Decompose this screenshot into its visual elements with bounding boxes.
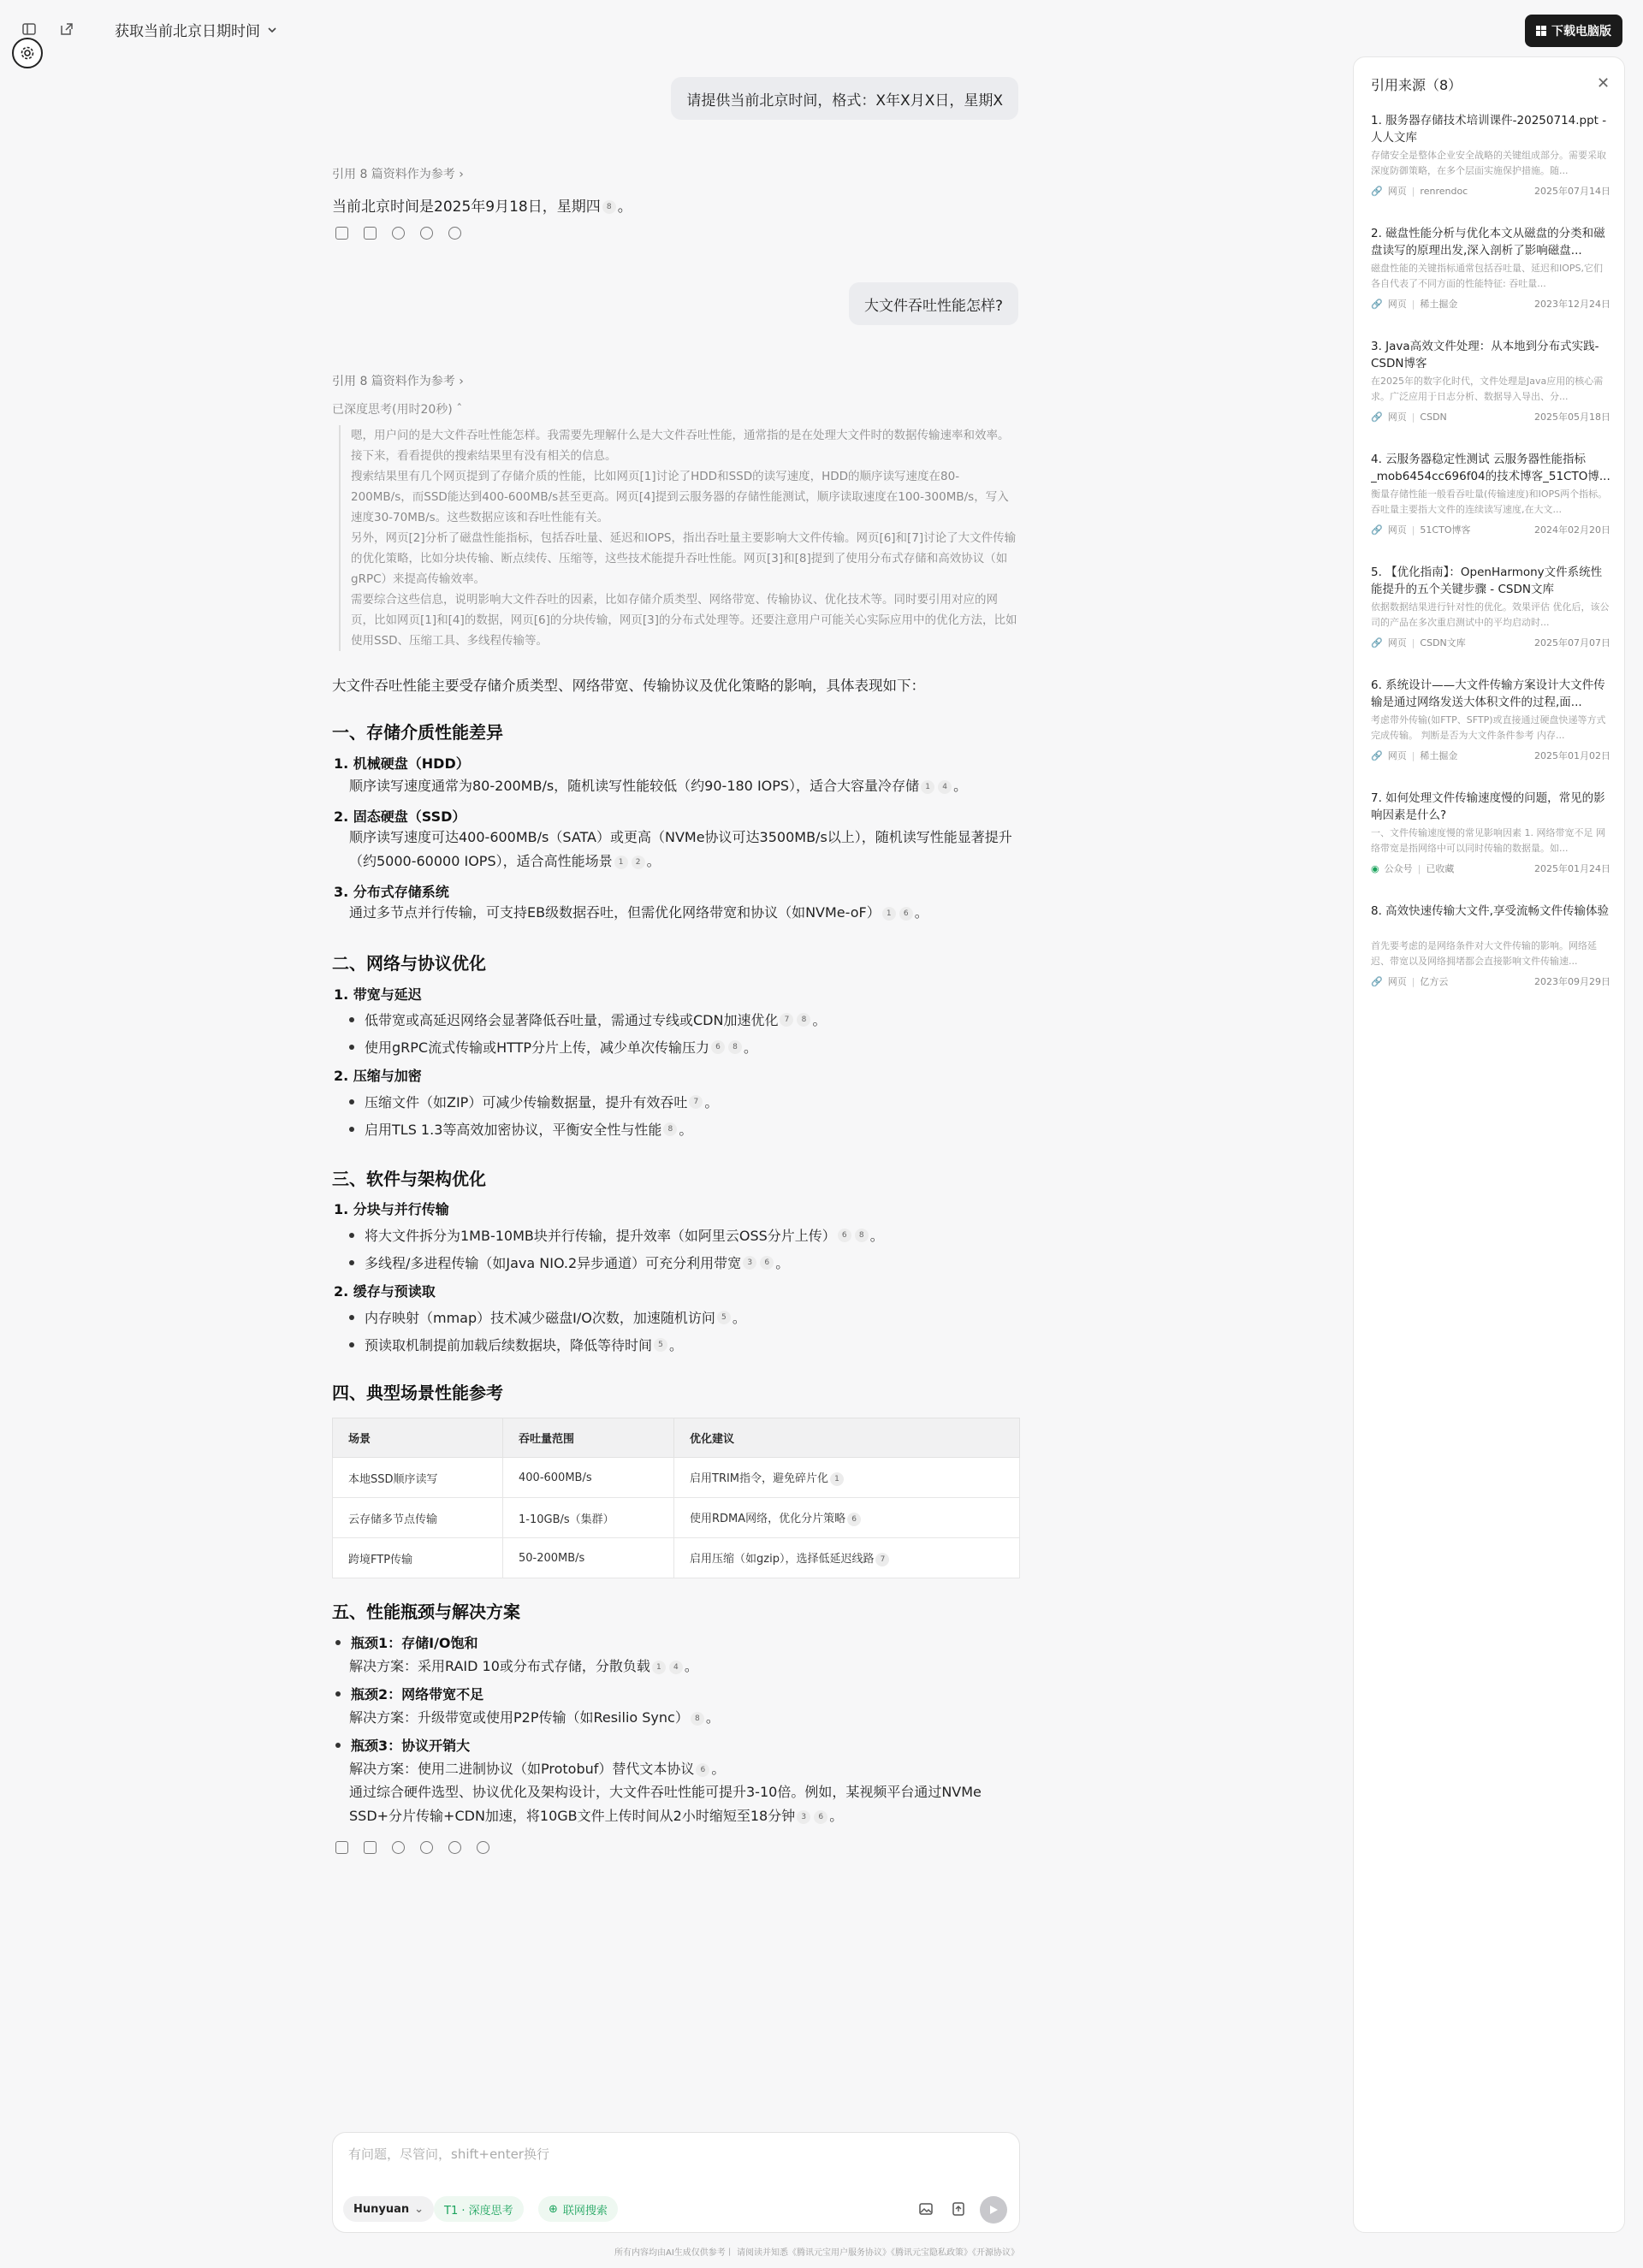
answer-punct: 。	[617, 198, 632, 216]
user-message-text: 请提供当前北京时间，格式：X年X月X日，星期X	[686, 92, 1003, 110]
table-row	[333, 1538, 1020, 1578]
sources-panel	[1353, 56, 1625, 2233]
source-snippet: 首先要考虑的是网络条件对大文件传输的影响。网络延迟、带宽以及网络拥堵都会直接影响文件传输速...	[1371, 940, 1597, 967]
performance-table	[332, 1418, 1020, 1578]
message-actions	[335, 1841, 489, 1854]
citation-badge[interactable]: 8	[602, 200, 616, 214]
footer-disclaimer: 所有内容均由AI生成仅供参考丨 请阅读并知悉《腾讯元宝用户服务协议》《腾讯元宝隐私政策》《开源协议》	[614, 2248, 1019, 2258]
citation-badge[interactable]: 1	[652, 1661, 666, 1674]
bookmark-icon[interactable]	[364, 1841, 377, 1854]
thinking-content	[339, 425, 1020, 651]
settings-gear-button[interactable]	[12, 38, 43, 68]
table-cell: 启用压缩（如gzip），选择低延迟线路 7	[674, 1538, 1020, 1578]
source-meta: 🔗 网页 | 稀土掘金 2025年01月02日	[1371, 749, 1610, 761]
section-heading: 五、性能瓶颈与解决方案	[332, 1602, 520, 1622]
globe-icon: ⊕	[549, 2202, 558, 2216]
source-title: 8. 高效快速传输大文件,享受流畅文件传输体验	[1371, 904, 1609, 918]
download-label: 下载电脑版	[1551, 25, 1611, 38]
table-cell: 本地SSD顺序读写	[333, 1458, 503, 1498]
answer-intro: 大文件吞吐性能主要受存储介质类型、网络带宽、传输协议及优化策略的影响，具体表现如下：	[332, 678, 925, 694]
send-button[interactable]	[980, 2196, 1007, 2224]
table-cell: 跨境FTP传输	[333, 1538, 503, 1578]
citation-badge[interactable]: 5	[654, 1338, 667, 1352]
share-icon[interactable]	[448, 227, 461, 240]
source-snippet: 磁盘性能的关键指标通常包括吞吐量、延迟和IOPS,它们各自代表了不同方面的性能特征: 吞吐量...	[1371, 263, 1604, 289]
citation-badge[interactable]: 1	[830, 1472, 844, 1486]
citation-badge[interactable]: 8	[663, 1122, 677, 1136]
chevron-right-icon: ›	[459, 168, 464, 181]
send-icon	[988, 2204, 999, 2216]
source-snippet: 衡量存储性能一般看吞吐量(传输速度)和IOPS两个指标。吞吐量主要指大文件的连续读写速度,在大文...	[1371, 489, 1608, 515]
new-chat-icon[interactable]	[55, 17, 79, 41]
model-selector[interactable]	[343, 2196, 434, 2222]
source-item[interactable]	[1371, 225, 1610, 311]
citation-badge[interactable]: 7	[875, 1553, 889, 1566]
file-upload-icon[interactable]	[951, 2201, 966, 2220]
subsection-heading: 2. 固态硬盘（SSD）	[334, 808, 466, 825]
list-item: 启用TLS 1.3等高效加密协议，平衡安全性与性能 8 。	[349, 1119, 692, 1139]
source-snippet: 存储安全是整体企业安全战略的关键组成部分。需要采取深度防御策略，在多个层面实施保护措施。随...	[1371, 150, 1606, 176]
citation-badge[interactable]: 5	[717, 1311, 731, 1324]
subsection-heading: 3. 分布式存储系统	[334, 884, 449, 900]
message-actions	[335, 227, 461, 240]
deep-think-label: T1 · 深度思考	[444, 2204, 513, 2218]
source-title: 1. 服务器存储技术培训课件-20250714.ppt - 人人文库	[1371, 114, 1607, 145]
reference-count-link[interactable]	[332, 165, 464, 182]
list-item: 使用gRPC流式传输或HTTP分片上传，减少单次传输压力 6 8 。	[349, 1037, 757, 1057]
citation-badge[interactable]: 8	[797, 1013, 810, 1027]
source-item[interactable]	[1371, 790, 1610, 875]
conclusion-paragraph: 通过综合硬件选型、协议优化及架构设计，大文件吞吐性能可提升3-10倍。例如，某视频平台通过NVMe SSD+分片传输+CDN加速，将10GB文件上传时间从2小时缩短至18分钟 3 6 。	[349, 1784, 982, 1824]
source-title: 5. 【优化指南】：OpenHarmony文件系统性能提升的五个关键步骤 - CSDN文库	[1371, 566, 1603, 596]
citation-badge[interactable]: 1	[614, 856, 628, 869]
link-icon: 🔗	[1371, 411, 1383, 423]
thumbs-down-icon[interactable]	[420, 1841, 433, 1854]
citation-badge[interactable]: 6	[838, 1229, 851, 1242]
citation-badge[interactable]: 6	[899, 907, 913, 921]
gear-icon	[20, 45, 35, 61]
paragraph: 通过多节点并行传输，可支持EB级数据吞吐，但需优化网络带宽和协议（如NVMe-oF） 1 6 。	[349, 904, 928, 921]
source-title: 7. 如何处理文件传输速度慢的问题，常见的影响因素是什么?	[1371, 791, 1605, 822]
link-icon: 🔗	[1371, 298, 1383, 310]
windows-icon	[1536, 26, 1546, 36]
source-meta: 🔗 网页 | CSDN 2025年05月18日	[1371, 411, 1610, 423]
section-heading: 一、存储介质性能差异	[332, 722, 503, 743]
source-item[interactable]	[1371, 903, 1610, 988]
source-title: 6. 系统设计——大文件传输方案设计大文件传输是通过网络发送大体积文件的过程,面...	[1371, 678, 1605, 709]
image-upload-icon[interactable]	[918, 2201, 934, 2220]
citation-badge[interactable]: 3	[797, 1810, 810, 1824]
citation-badge[interactable]: 8	[855, 1229, 869, 1242]
column-header: 优化建议	[674, 1418, 1020, 1458]
column-header: 场景	[333, 1418, 503, 1458]
thinking-toggle[interactable]	[332, 400, 462, 417]
source-title: 2. 磁盘性能分析与优化本文从磁盘的分类和磁盘读写的原理出发,深入剖析了影响磁盘...	[1371, 227, 1605, 258]
thinking-paragraph: 搜索结果里有几个网页提到了存储介质的性能，比如网页[1]讨论了HDD和SSD的读写速度，HDD的顺序读写速度在80-200MB/s，而SSD能达到400-600MB/s甚至更高。网页[4]提到云服务器的存储性能测试，顺序读取速度在100-300MB/s，写入速度30-70MB/s。这些数据应该和吞吐性能有关。	[351, 470, 1009, 524]
chevron-up-icon: ˆ	[456, 403, 463, 417]
list-item: 预读取机制提前加载后续数据块，降低等待时间 5 。	[349, 1335, 683, 1354]
paragraph: 解决方案：采用RAID 10或分布式存储，分散负载 1 4 。	[349, 1658, 698, 1674]
share-icon[interactable]	[477, 1841, 489, 1854]
subsection-heading: 2. 压缩与加密	[334, 1068, 422, 1084]
table-cell: 1-10GB/s（集群）	[503, 1498, 674, 1538]
citation-badge[interactable]: 3	[743, 1256, 756, 1270]
subsection-heading: 1. 带宽与延迟	[334, 986, 422, 1003]
source-snippet: 在2025年的数字化时代，文件处理是Java应用的核心需求。广泛应用于日志分析、数据导入导出、分...	[1371, 376, 1604, 402]
citation-badge[interactable]: 8	[691, 1712, 704, 1726]
table-row	[333, 1458, 1020, 1498]
citation-badge[interactable]: 6	[814, 1810, 827, 1824]
copy-icon[interactable]	[335, 227, 348, 240]
copy-icon[interactable]	[335, 1841, 348, 1854]
citation-badge[interactable]: 7	[780, 1013, 793, 1027]
thinking-paragraph: 需要综合这些信息，说明影响大文件吞吐的因素，比如存储介质类型、网络带宽、传输协议、优化技术等。同时要引用对应的网页，比如网页[1]和[4]的数据，网页[6]的分块传输，网页[3]的分布式处理等。还要注意用户可能关心实际应用中的优化方法，比如使用SSD、压缩工具、多线程传输等。	[351, 593, 1017, 648]
link-icon: 🔗	[1371, 524, 1383, 536]
thumbs-up-icon[interactable]	[392, 227, 405, 240]
source-item[interactable]	[1371, 338, 1610, 423]
user-message	[849, 282, 1018, 325]
table-cell: 使用RDMA网络，优化分片策略 6	[674, 1498, 1020, 1538]
list-item-title: 瓶颈3：协议开销大	[335, 1735, 470, 1755]
subsection-heading: 2. 缓存与预读取	[334, 1283, 436, 1300]
thinking-paragraph: 另外，网页[2]分析了磁盘性能指标，包括吞吐量、延迟和IOPS，指出吞吐量主要影响大文件传输。网页[6]和[7]讨论了大文件传输的优化策略，比如分块传输、断点续传、压缩等，这些技术能提升吞吐性能。网页[3]和[8]提到了使用分布式存储和高效协议（如gRPC）来提高传输效率。	[351, 531, 1017, 586]
link-icon: 🔗	[1371, 185, 1383, 197]
assistant-answer	[332, 194, 632, 216]
regenerate-icon[interactable]	[448, 1841, 461, 1854]
thinking-paragraph: 嗯，用户问的是大文件吞吐性能怎样。我需要先理解什么是大文件吞吐性能，通常指的是在处理大文件时的数据传输速率和效率。接下来，看看提供的搜索结果里有没有相关的信息。	[351, 429, 1010, 463]
reference-count-link[interactable]	[332, 372, 464, 389]
source-item[interactable]	[1371, 112, 1610, 198]
source-meta: 🔗 网页 | 稀土掘金 2023年12月24日	[1371, 298, 1610, 310]
citation-badge[interactable]: 6	[760, 1256, 774, 1270]
section-heading: 四、典型场景性能参考	[332, 1383, 503, 1403]
citation-badge[interactable]: 1	[921, 780, 934, 794]
chat-input-box	[332, 2132, 1020, 2233]
citation-badge[interactable]: 6	[847, 1513, 861, 1526]
web-search-toggle[interactable]	[538, 2196, 618, 2222]
list-item: 多线程/多进程传输（如Java NIO.2异步通道）可充分利用带宽 3 6 。	[349, 1252, 789, 1272]
column-header: 吞吐量范围	[503, 1418, 674, 1458]
list-item-title: 瓶颈1：存储I/O饱和	[335, 1632, 478, 1652]
paragraph: 顺序读写速度可达400-600MB/s（SATA）或更高（NVMe协议可达3500MB/s以上），随机读写性能显著提升 （约5000-60000 IOPS），适合高性能场景 1 2 。	[349, 829, 1012, 869]
conversation-title: 获取当前北京日期时间	[115, 23, 260, 40]
bookmark-icon[interactable]	[364, 227, 377, 240]
model-label: Hunyuan	[353, 2202, 410, 2216]
close-icon[interactable]: ✕	[1597, 74, 1610, 92]
list-item: 低带宽或高延迟网络会显著降低吞吐量，需通过专线或CDN加速优化 7 8 。	[349, 1010, 826, 1029]
section-heading: 三、软件与架构优化	[332, 1169, 486, 1189]
download-desktop-button[interactable]	[1525, 15, 1622, 47]
conversation-title-dropdown[interactable]	[115, 19, 277, 40]
table-cell: 启用TRIM指令，避免碎片化 1	[674, 1458, 1020, 1498]
source-snippet: 考虑带外传输(如FTP、SFTP)或直接通过硬盘快递等方式完成传输。 判断是否为大文件条件参考 内存...	[1371, 714, 1606, 741]
source-meta: 🔗 网页 | CSDN文库 2025年07月07日	[1371, 637, 1610, 648]
link-icon: 🔗	[1371, 637, 1383, 648]
chevron-down-icon	[267, 25, 277, 35]
paragraph: 顺序读写速度通常为80-200MB/s，随机读写性能较低（约90-180 IOPS），适合大容量冷存储 1 4 。	[349, 778, 968, 794]
source-item[interactable]	[1371, 564, 1610, 649]
list-item-title: 瓶颈2：网络带宽不足	[335, 1684, 483, 1703]
citation-badge[interactable]: 2	[632, 856, 645, 869]
deep-think-toggle[interactable]	[434, 2196, 524, 2222]
citation-badge[interactable]: 6	[711, 1040, 725, 1054]
table-row	[333, 1498, 1020, 1538]
source-meta: 🔗 网页 | 亿方云 2023年09月29日	[1371, 975, 1610, 987]
table-header-row	[333, 1418, 1020, 1458]
wechat-icon: ◉	[1371, 862, 1379, 874]
list-item: 压缩文件（如ZIP）可减少传输数据量，提升有效吞吐 7 。	[349, 1092, 718, 1111]
source-meta: 🔗 网页 | 51CTO博客 2024年02月20日	[1371, 524, 1610, 536]
source-item[interactable]	[1371, 451, 1610, 536]
user-message	[671, 77, 1018, 120]
web-search-label: 联网搜索	[562, 2204, 608, 2218]
section-heading: 二、网络与协议优化	[332, 953, 486, 974]
paragraph: 解决方案：升级带宽或使用P2P传输（如Resilio Sync） 8 。	[349, 1709, 720, 1726]
table-cell: 400-600MB/s	[503, 1458, 674, 1498]
citation-badge[interactable]: 8	[728, 1040, 742, 1054]
chevron-right-icon: ›	[459, 375, 464, 388]
source-snippet: 依据数据结果进行针对性的优化。效果评估 优化后，该公司的产品在多次重启测试中的平均启动时...	[1371, 601, 1610, 628]
link-icon: 🔗	[1371, 975, 1383, 987]
table-cell: 50-200MB/s	[503, 1538, 674, 1578]
thinking-label: 已深度思考(用时20秒)	[332, 403, 453, 417]
chevron-down-icon: ⌄	[414, 2202, 424, 2216]
list-item: 内存映射（mmap）技术减少磁盘I/O次数，加速随机访问 5 。	[349, 1307, 746, 1327]
thumbs-down-icon[interactable]	[420, 227, 433, 240]
citation-badge[interactable]: 4	[938, 780, 952, 794]
source-meta: 🔗 网页 | renrendoc 2025年07月14日	[1371, 185, 1610, 197]
source-title: 3. Java高效文件处理：从本地到分布式实践-CSDN博客	[1371, 340, 1599, 370]
subsection-heading: 1. 机械硬盘（HDD）	[334, 755, 470, 772]
chat-input[interactable]: 有问题，尽管问，shift+enter换行	[348, 2147, 549, 2162]
citation-badge[interactable]: 4	[669, 1661, 683, 1674]
answer-text: 当前北京时间是2025年9月18日，星期四	[332, 198, 601, 216]
paragraph: 解决方案：使用二进制协议（如Protobuf）替代文本协议 6 。	[349, 1761, 726, 1777]
source-meta: ◉ 公众号 | 已收藏 2025年01月24日	[1371, 862, 1610, 874]
thumbs-up-icon[interactable]	[392, 1841, 405, 1854]
user-message-text: 大文件吞吐性能怎样?	[863, 297, 1003, 315]
citation-badge[interactable]: 1	[882, 907, 896, 921]
source-item[interactable]	[1371, 677, 1610, 762]
sources-title: 引用来源（8）	[1371, 77, 1462, 93]
list-item: 将大文件拆分为1MB-10MB块并行传输，提升效率（如阿里云OSS分片上传） 6 8 。	[349, 1225, 884, 1245]
source-snippet: 一、文件传输速度慢的常见影响因素 1. 网络带宽不足 网络带宽是指网络中可以同时传输的数据量。如...	[1371, 827, 1605, 854]
citation-badge[interactable]: 6	[696, 1763, 709, 1777]
table-cell: 云存储多节点传输	[333, 1498, 503, 1538]
reference-label: 引用 8 篇资料作为参考	[332, 168, 455, 181]
link-icon: 🔗	[1371, 749, 1383, 761]
citation-badge[interactable]: 7	[689, 1095, 703, 1109]
subsection-heading: 1. 分块与并行传输	[334, 1201, 449, 1217]
source-title: 4. 云服务器稳定性测试 云服务器性能指标_mob6454cc696f04的技术博客_51CTO博...	[1371, 453, 1610, 483]
reference-label: 引用 8 篇资料作为参考	[332, 375, 455, 388]
